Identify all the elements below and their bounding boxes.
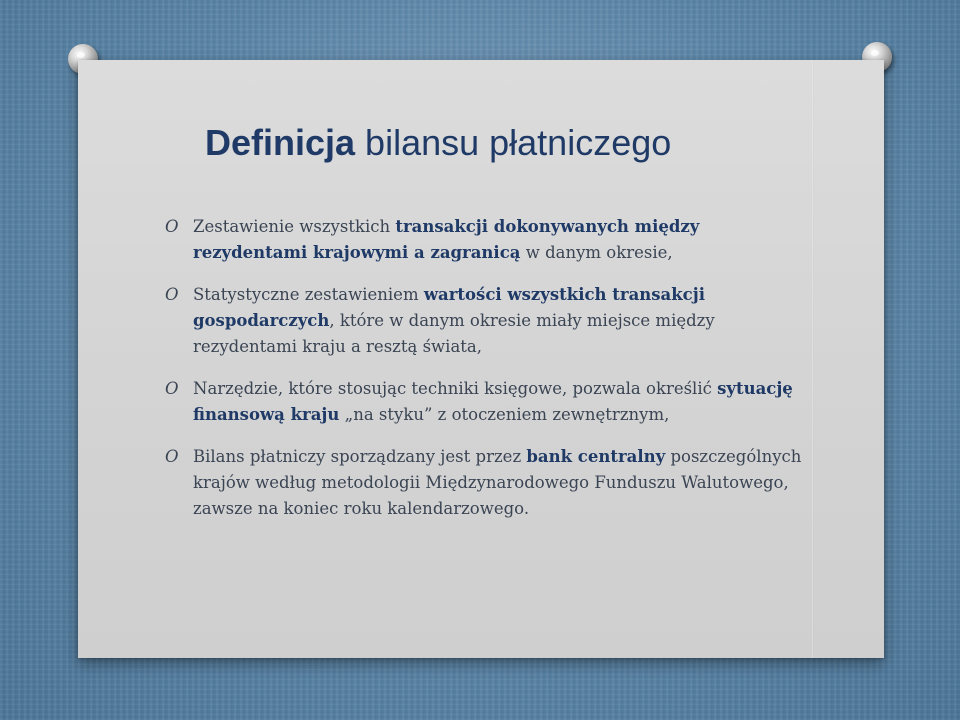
bullet-item-3 bbox=[165, 376, 805, 428]
bullet-3-text-end: „na styku” z otoczeniem zewnętrznym, bbox=[339, 405, 670, 424]
bullet-1-highlight: transakcji dokonywanych między rezydentami krajowymi a zagranicą bbox=[193, 217, 700, 262]
bullet-4-text-end: poszczególnych krajów według metodologii Międzynarodowego Funduszu Walutowego, zawsze na koniec roku kalendarzowego. bbox=[193, 447, 802, 518]
bullet-1-text: Zestawienie wszystkich bbox=[193, 217, 396, 236]
title-rest: bilansu płatniczego bbox=[355, 122, 672, 163]
bullet-marker-icon: O bbox=[165, 447, 179, 466]
bullet-item-2 bbox=[165, 282, 805, 360]
bullet-marker-icon: O bbox=[165, 217, 179, 236]
bullet-4-highlight: bank centralny bbox=[526, 447, 666, 466]
card-fold-line bbox=[812, 60, 814, 658]
bullet-item-4 bbox=[165, 444, 805, 522]
slide-title bbox=[205, 122, 671, 164]
bullet-2-text: Statystyczne zestawieniem bbox=[193, 285, 424, 304]
bullet-3-highlight: sytuację finansową kraju bbox=[193, 379, 793, 424]
title-bold: Definicja bbox=[205, 122, 356, 163]
bullet-2-highlight: wartości wszystkich transakcji gospodarczych bbox=[193, 285, 705, 330]
bullet-3-text: Narzędzie, które stosując techniki księgowe, pozwala określić bbox=[193, 379, 718, 398]
bullet-marker-icon: O bbox=[165, 285, 179, 304]
bullet-1-text-end: w danym okresie, bbox=[520, 243, 673, 262]
bullet-list bbox=[165, 214, 805, 538]
bullet-item-1 bbox=[165, 214, 805, 266]
bullet-2-text-end: , które w danym okresie miały miejsce między rezydentami kraju a resztą świata, bbox=[193, 311, 715, 356]
bullet-4-text: Bilans płatniczy sporządzany jest przez bbox=[193, 447, 527, 466]
bullet-marker-icon: O bbox=[165, 379, 179, 398]
